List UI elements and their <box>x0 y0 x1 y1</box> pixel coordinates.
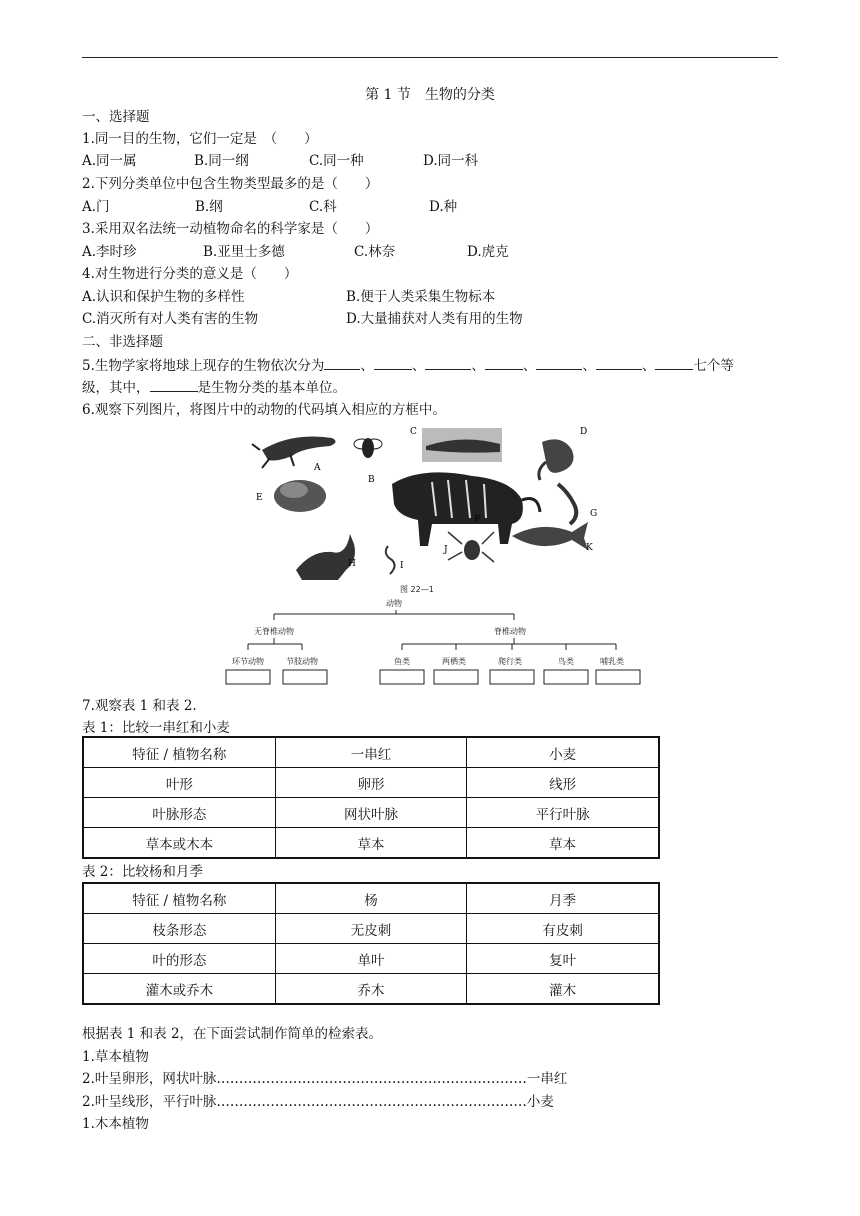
option: B.纲 <box>195 199 223 215</box>
answer-box[interactable] <box>226 670 270 684</box>
q5-line2-prefix: 级，其中， <box>82 380 150 396</box>
tree-group: 哺乳类 <box>600 657 624 666</box>
table-row <box>83 944 659 974</box>
option: B.亚里士多德 <box>203 244 285 260</box>
tree-invertebrate: 无脊椎动物 <box>254 627 294 636</box>
fill-question <box>82 377 346 398</box>
option: C.科 <box>309 199 337 215</box>
lizard-illustration <box>252 437 336 469</box>
table-row <box>83 768 659 798</box>
animal-classification-figure <box>222 420 642 690</box>
page-title: 第 1 节 生物的分类 <box>365 87 495 103</box>
answer-blank[interactable] <box>324 355 360 370</box>
answer-box[interactable] <box>380 670 424 684</box>
answer-box[interactable] <box>434 670 478 684</box>
option: A.门 <box>82 199 110 215</box>
worm-illustration <box>386 546 395 574</box>
fox-illustration <box>296 534 355 580</box>
question-stem: 3.采用双名法统一动植物命名的科学家是（ ） <box>82 221 379 237</box>
figure-label: B <box>368 475 375 485</box>
figure-label: F <box>474 515 481 525</box>
frog-illustration <box>274 480 326 512</box>
tree-group: 爬行类 <box>498 657 522 666</box>
figure-label: A <box>314 463 321 473</box>
option: B.同一纲 <box>194 153 249 169</box>
option: B.便于人类采集生物标本 <box>346 289 496 305</box>
option: A.李时珍 <box>82 244 137 260</box>
option: C.消灭所有对人类有害的生物 <box>82 311 259 327</box>
figure-label: I <box>400 561 404 571</box>
option: A.认识和保护生物的多样性 <box>82 289 245 305</box>
table-cell: 枝条形态 <box>83 914 275 944</box>
question-options <box>82 197 457 217</box>
table-row <box>83 914 659 944</box>
q5-line2-suffix: 是生物分类的基本单位。 <box>197 380 346 396</box>
answer-blank[interactable] <box>485 355 523 370</box>
question-stem: 2.下列分类单位中包含生物类型最多的是（ ） <box>82 176 379 192</box>
question-options <box>82 242 509 262</box>
option: D.虎克 <box>467 244 509 260</box>
gecko-illustration <box>558 484 576 524</box>
figure-label: H <box>348 559 356 569</box>
separator: 、 <box>522 358 537 374</box>
tree-root: 动物 <box>386 599 402 608</box>
answer-box[interactable] <box>490 670 534 684</box>
table-cell: 草本 <box>275 828 467 859</box>
table-cell: 复叶 <box>467 944 659 974</box>
q5-suffix: 七个等 <box>693 358 734 374</box>
tree-group: 节肢动物 <box>286 657 318 666</box>
answer-box[interactable] <box>544 670 588 684</box>
figure-caption: 图 22—1 <box>400 585 434 594</box>
table-row <box>83 798 659 828</box>
key-line: 1.木本植物 <box>82 1116 149 1132</box>
answer-box[interactable] <box>596 670 640 684</box>
figure-label: K <box>586 543 593 553</box>
table-cell: 灌木或乔木 <box>83 974 275 1005</box>
key-intro: 根据表 1 和表 2，在下面尝试制作简单的检索表。 <box>82 1026 383 1042</box>
key-line: 2.叶呈卵形，网状叶脉……………………………………………………………一串红 <box>82 1071 568 1087</box>
crocodile-illustration <box>422 428 502 462</box>
table-cell: 单叶 <box>275 944 467 974</box>
table-cell: 一串红 <box>275 737 467 768</box>
tree-group: 鸟类 <box>558 657 574 666</box>
option: D.同一科 <box>423 153 479 169</box>
table-cell: 月季 <box>467 883 659 914</box>
key-line: 1.草本植物 <box>82 1049 149 1065</box>
question-options <box>82 287 495 307</box>
separator: 、 <box>360 358 374 374</box>
question-options <box>82 309 523 329</box>
table-cell: 叶形 <box>83 768 275 798</box>
section-heading: 一、选择题 <box>82 109 150 125</box>
answer-blank[interactable] <box>596 355 642 370</box>
comparison-table-2 <box>82 882 660 1005</box>
answer-blank[interactable] <box>150 377 198 392</box>
table-cell: 杨 <box>275 883 467 914</box>
answer-blank[interactable] <box>425 355 471 370</box>
question-stem: 7.观察表 1 和表 2. <box>82 698 197 714</box>
option: C.林奈 <box>354 244 396 260</box>
option: D.种 <box>429 199 458 215</box>
fish-illustration <box>512 522 588 550</box>
question-stem: 4.对生物进行分类的意义是（ ） <box>82 266 298 282</box>
figure-label: G <box>590 509 598 519</box>
answer-blank[interactable] <box>536 355 582 370</box>
table-cell: 叶脉形态 <box>83 798 275 828</box>
answer-blank[interactable] <box>655 355 693 370</box>
tree-group: 两栖类 <box>442 657 466 666</box>
table-cell: 特征 / 植物名称 <box>83 737 275 768</box>
table-header-row <box>83 737 659 768</box>
question-stem: 6.观察下列图片，将图片中的动物的代码填入相应的方框中。 <box>82 402 446 418</box>
table-row <box>83 828 659 859</box>
fly-illustration <box>354 438 382 458</box>
separator: 、 <box>641 358 656 374</box>
tree-group: 环节动物 <box>232 657 264 666</box>
table-cell: 草本或木本 <box>83 828 275 859</box>
figure-label: J <box>444 545 448 555</box>
section-heading: 二、非选择题 <box>82 334 163 350</box>
table-cell: 无皮刺 <box>275 914 467 944</box>
table-cell: 乔木 <box>275 974 467 1005</box>
answer-box[interactable] <box>283 670 327 684</box>
option: C.同一种 <box>309 153 364 169</box>
figure-label: C <box>410 427 417 437</box>
table-caption: 表 1：比较一串红和小麦 <box>82 720 230 736</box>
table-cell: 特征 / 植物名称 <box>83 883 275 914</box>
table-caption: 表 2：比较杨和月季 <box>82 864 203 880</box>
key-line: 2.叶呈线形，平行叶脉……………………………………………………………小麦 <box>82 1094 554 1110</box>
separator: 、 <box>471 358 485 374</box>
table-cell: 草本 <box>467 828 659 859</box>
question-stem: 1.同一目的生物，它们一定是 （ ） <box>82 131 318 147</box>
answer-blank[interactable] <box>374 355 412 370</box>
table-cell: 线形 <box>467 768 659 798</box>
figure-label: D <box>580 427 588 437</box>
question-options <box>82 151 478 171</box>
header-rule <box>82 57 778 58</box>
option: D.大量捕获对人类有用的生物 <box>346 311 523 327</box>
table-cell: 有皮刺 <box>467 914 659 944</box>
table-cell: 小麦 <box>467 737 659 768</box>
q5-prefix: 5.生物学家将地球上现存的生物依次分为 <box>82 358 325 374</box>
spider-illustration <box>448 532 494 562</box>
table-cell: 网状叶脉 <box>275 798 467 828</box>
table-cell: 平行叶脉 <box>467 798 659 828</box>
fill-question <box>82 355 734 376</box>
table-cell: 卵形 <box>275 768 467 798</box>
separator: 、 <box>411 358 426 374</box>
table-cell: 叶的形态 <box>83 944 275 974</box>
table-header-row <box>83 883 659 914</box>
tree-group: 鱼类 <box>394 657 410 666</box>
comparison-table-1 <box>82 736 660 859</box>
table-cell: 灌木 <box>467 974 659 1005</box>
option: A.同一属 <box>82 153 137 169</box>
separator: 、 <box>582 358 596 374</box>
salamander-illustration <box>539 439 574 480</box>
figure-label: E <box>256 493 263 503</box>
table-row <box>83 974 659 1005</box>
tree-vertebrate: 脊椎动物 <box>494 627 526 636</box>
